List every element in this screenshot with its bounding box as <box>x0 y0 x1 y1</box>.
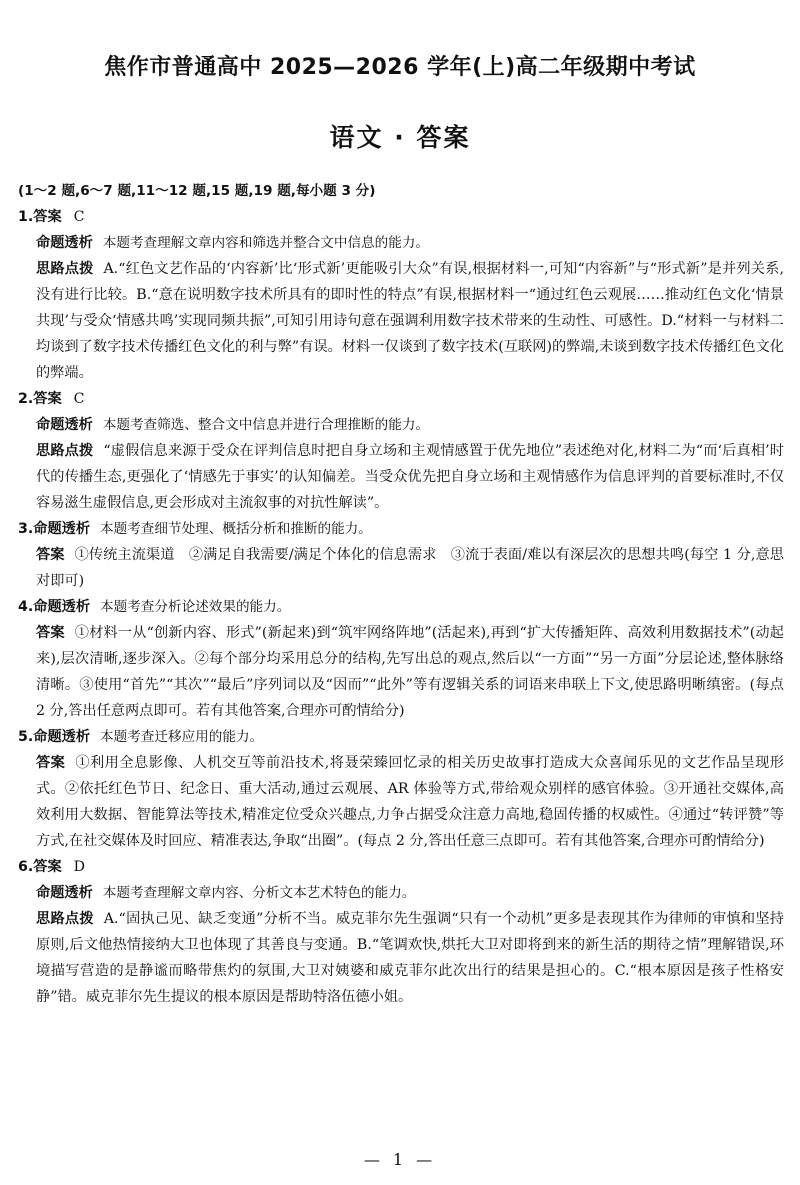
intent-text: 本题考查筛选、整合文中信息并进行合理推断的能力。 <box>102 417 430 433</box>
answer-label: 答案 <box>33 391 62 407</box>
question-number: 3. <box>18 521 34 537</box>
question-2-answer <box>18 386 784 412</box>
hint-text: “虚假信息来源于受众在评判信息时把自身立场和主观情感置于优先地位”表述绝对化,材料二为“而‘后真相’时代的传播生态,更强化了‘情感先于事实’的认知偏差。当受众优先把自身立场和主观情感作为信息评判的首要标准时,不仅容易滋生虚假信息,更会形成对主流叙事的对抗性解读”。 <box>36 443 784 511</box>
answer-value: C <box>73 209 85 225</box>
question-number: 6. <box>18 859 34 875</box>
question-number: 5. <box>18 729 34 745</box>
hint-label: 思路点拨 <box>36 911 94 927</box>
hint-text: A.“固执己见、缺乏变通”分析不当。威克菲尔先生强调“只有一个动机”更多是表现其作为律师的审慎和坚持原则,后文他热情接纳大卫也体现了其善良与变通。B.“笔调欢快,烘托大卫对即将到来的新生活的期待之情”理解错误,环境描写营造的是静谧而略带焦灼的氛围,大卫对姨婆和威克菲尔此次出行的结果是担心的。C.“根本原因是孩子性格安静”错。威克菲尔先生提议的根本原因是帮助特洛伍德小姐。 <box>36 911 784 1005</box>
answer-label: 答案 <box>36 547 65 563</box>
intent-label: 命题透析 <box>33 521 91 537</box>
intent-text: 本题考查迁移应用的能力。 <box>100 729 264 745</box>
question-number: 4. <box>18 599 34 615</box>
question-1-hint <box>18 256 784 386</box>
question-6-hint <box>18 906 784 1010</box>
question-3-intent <box>18 516 784 542</box>
hint-label: 思路点拨 <box>36 443 94 459</box>
question-6-intent <box>18 880 784 906</box>
intent-label: 命题透析 <box>36 417 93 433</box>
answer-value: D <box>73 859 86 875</box>
exam-subtitle: 语文 · 答案 <box>329 123 471 152</box>
answer-value: C <box>73 391 85 407</box>
question-1-intent <box>18 230 784 256</box>
question-4-answer <box>18 620 784 724</box>
answer-label: 答案 <box>33 209 62 225</box>
question-5-intent <box>18 724 784 750</box>
question-number: 1. <box>18 209 34 225</box>
question-1-answer <box>18 204 784 230</box>
answer-label: 答案 <box>33 859 62 875</box>
question-2-hint <box>18 438 784 516</box>
answer-content <box>18 178 784 1010</box>
intent-label: 命题透析 <box>33 599 91 615</box>
question-number: 2. <box>18 391 34 407</box>
page-number: — 1 — <box>363 1150 437 1169</box>
answer-text: ①材料一从“创新内容、形式”(新起来)到“筑牢网络阵地”(活起来),再到“扩大传播矩阵、高效利用数据技术”(动起来),层次清晰,逐步深入。②每个部分均采用总分的结构,先写出总的观点,然后以“一方面”“另一方面”分层论述,整体脉络清晰。③使用“首先”“其次”“最后”序列词以及“因而”“此外”等有逻辑关系的词语来串联上下文,使思路明晰缜密。(每点 2 分,答出任意两点即可。若有其他答案,合理亦可酌情给分) <box>36 625 784 719</box>
question-5-answer <box>18 750 784 854</box>
answer-label: 答案 <box>36 755 66 771</box>
question-2-intent <box>18 412 784 438</box>
intent-text: 本题考查理解文章内容和筛选并整合文中信息的能力。 <box>102 235 430 251</box>
hint-label: 思路点拨 <box>36 261 94 277</box>
exam-title: 焦作市普通高中 2025—2026 学年(上)高二年级期中考试 <box>104 55 696 80</box>
answer-text: ①利用全息影像、人机交互等前沿技术,将聂荣臻回忆录的相关历史故事打造成大众喜闻乐见的文艺作品呈现形式。②依托红色节日、纪念日、重大活动,通过云观展、AR 体验等方式,带给观众别样的感官体验。③开通社交媒体,高效利用大数据、智能算法等技术,精准定位受众兴趣点,力争占据受众注意力高地,稳固传播的权威性。④通过“转评赞”等方式,在社交媒体及时回应、精准表达,争取“出圈”。(每点 2 分,答出任意三点即可。若有其他答案,合理亦可酌情给分) <box>36 755 784 849</box>
intent-text: 本题考查理解文章内容、分析文本艺术特色的能力。 <box>102 885 416 901</box>
answer-text: ①传统主流渠道 ②满足自我需要/满足个体化的信息需求 ③流于表面/难以有深层次的思想共鸣(每空 1 分,意思对即可) <box>36 547 784 589</box>
intent-text: 本题考查细节处理、概括分析和推断的能力。 <box>100 521 372 537</box>
intent-label: 命题透析 <box>33 729 91 745</box>
hint-text: A.“红色文艺作品的‘内容新’比‘形式新’更能吸引大众”有误,根据材料一,可知“内容新”与“形式新”是并列关系,没有进行比较。B.“意在说明数字技术所具有的即时性的特点”有误,根据材料一“通过红色云观展……推动红色文化‘情景共现’与受众‘情感共鸣’实现同频共振”,可知引用诗句意在强调利用数字技术带来的生动性、可感性。D.“材料一与材料二均谈到了数字技术传播红色文化的利与弊”有误。材料一仅谈到了数字技术(互联网)的弊端,未谈到数字技术传播红色文化的弊端。 <box>36 261 784 381</box>
answer-label: 答案 <box>36 625 65 641</box>
question-6-answer <box>18 854 784 880</box>
intent-label: 命题透析 <box>36 235 93 251</box>
intent-text: 本题考查分析论述效果的能力。 <box>100 599 291 615</box>
intent-label: 命题透析 <box>36 885 93 901</box>
question-4-intent <box>18 594 784 620</box>
question-3-answer <box>18 542 784 594</box>
score-note: (1～2 题,6～7 题,11～12 题,15 题,19 题,每小题 3 分) <box>18 183 376 199</box>
